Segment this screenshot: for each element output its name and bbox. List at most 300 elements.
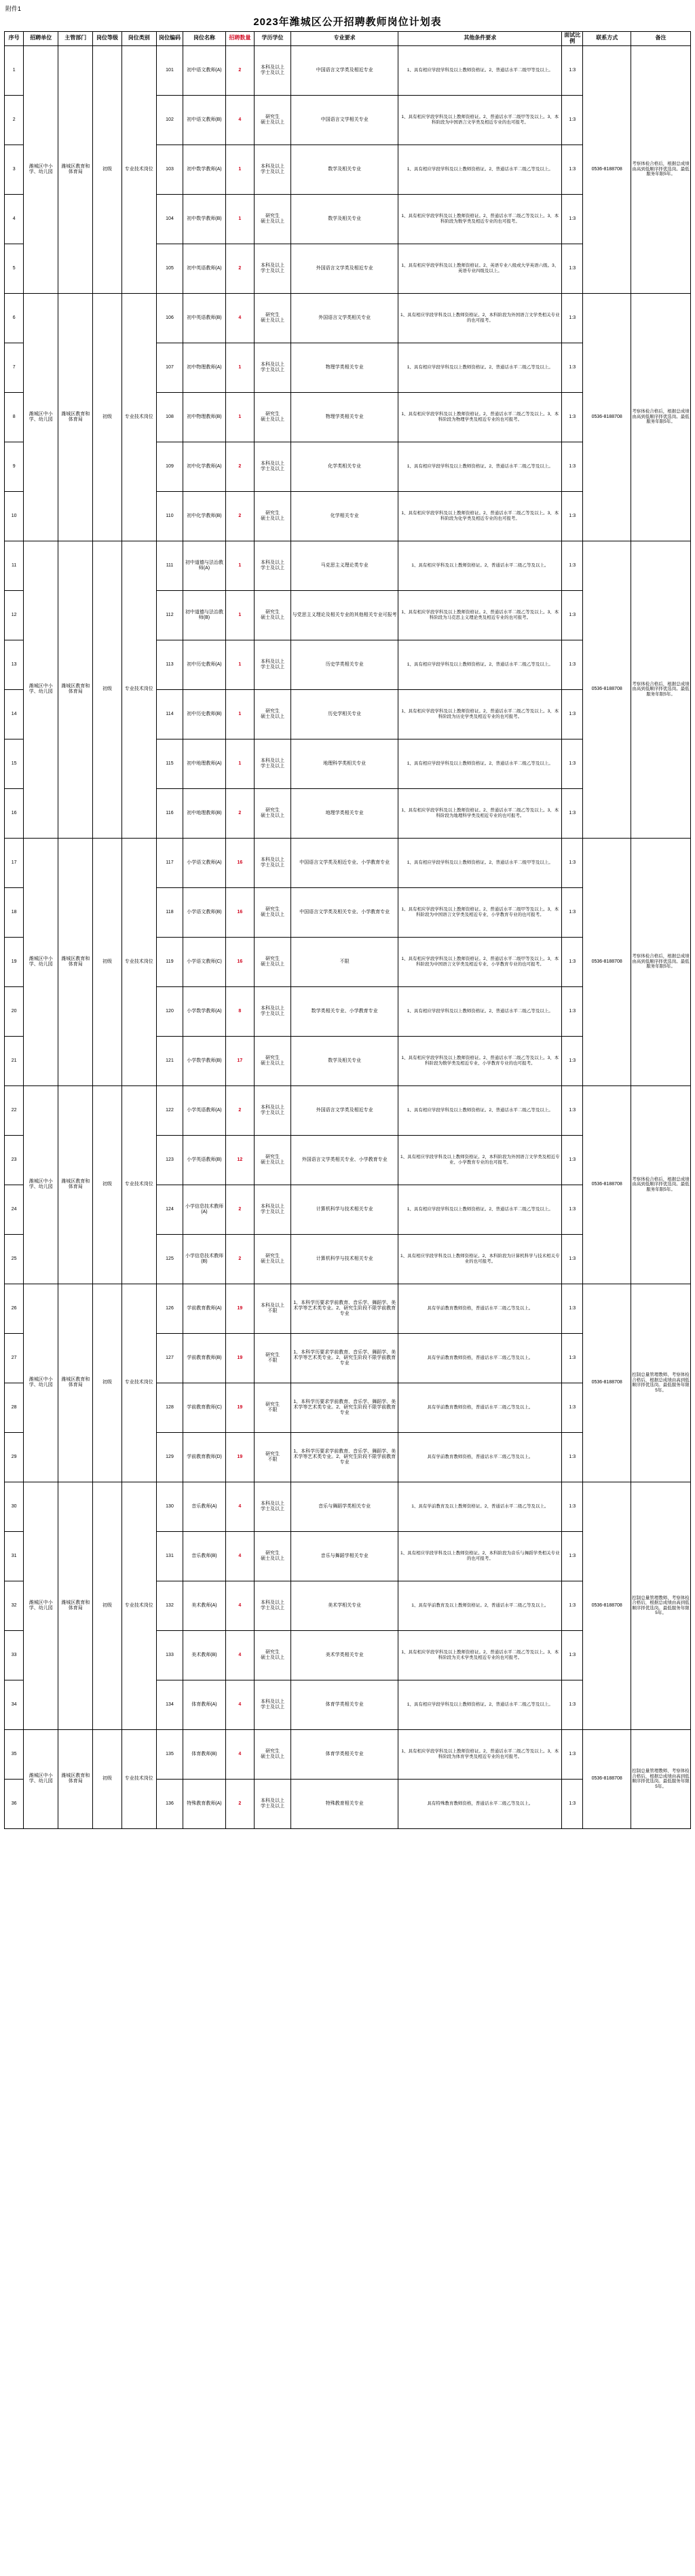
cell-degree: 本科及以上 学士及以上 — [255, 739, 291, 788]
cell-degree: 本科及以上 学士及以上 — [255, 343, 291, 392]
cell-major: 特殊教育相关专业 — [290, 1779, 398, 1828]
cell-remark: 考察体检合格后，根据总成绩由高到低顺序择优选岗。最低服务年限5年。 — [631, 45, 691, 293]
cell-interview-ratio: 1:3 — [562, 788, 583, 838]
cell-interview-ratio: 1:3 — [562, 95, 583, 145]
cell-other-requirements: 具有特殊教育教师资格，普通话水平二级乙等及以上。 — [398, 1779, 562, 1828]
cell-code: 125 — [156, 1234, 183, 1284]
cell-position-name: 音乐教师(B) — [183, 1531, 225, 1581]
col-unit: 招聘单位 — [24, 32, 58, 46]
cell-position-name: 初中道德与法治教师(A) — [183, 541, 225, 590]
cell-degree: 研究生 硕士及以上 — [255, 788, 291, 838]
cell-position-name: 小学语文教师(B) — [183, 887, 225, 937]
cell-interview-ratio: 1:3 — [562, 541, 583, 590]
cell-position-name: 小学信息技术教师(A) — [183, 1185, 225, 1234]
cell-seq: 36 — [5, 1779, 24, 1828]
cell-remark: 考察体检合格后，根据总成绩由高到低顺序择优选岗。最低服务年限5年。 — [631, 541, 691, 838]
cell-seq: 34 — [5, 1680, 24, 1729]
cell-interview-ratio: 1:3 — [562, 937, 583, 986]
cell-major: 音乐与舞蹈学相关专业 — [290, 1531, 398, 1581]
cell-contact: 0536-8188708 — [583, 293, 631, 541]
cell-position-name: 体育教师(B) — [183, 1729, 225, 1779]
cell-number: 4 — [225, 1531, 254, 1581]
cell-major: 外国语言文学类相关专业 — [290, 293, 398, 343]
col-major: 专业要求 — [290, 32, 398, 46]
cell-interview-ratio: 1:3 — [562, 1630, 583, 1680]
cell-seq: 6 — [5, 293, 24, 343]
cell-interview-ratio: 1:3 — [562, 1085, 583, 1135]
cell-degree: 研究生 硕士及以上 — [255, 937, 291, 986]
cell-number: 1 — [225, 590, 254, 640]
cell-interview-ratio: 1:3 — [562, 689, 583, 739]
cell-seq: 20 — [5, 986, 24, 1036]
cell-major: 物理学类相关专业 — [290, 343, 398, 392]
cell-seq: 4 — [5, 194, 24, 244]
cell-seq: 14 — [5, 689, 24, 739]
cell-dept: 潍城区教育和体育局 — [58, 293, 93, 541]
cell-interview-ratio: 1:3 — [562, 145, 583, 194]
cell-degree: 研究生 硕士及以上 — [255, 1531, 291, 1581]
cell-code: 130 — [156, 1482, 183, 1531]
cell-number: 4 — [225, 1680, 254, 1729]
cell-number: 4 — [225, 95, 254, 145]
cell-number: 2 — [225, 1779, 254, 1828]
table-row — [5, 45, 691, 95]
cell-category: 专业技术岗位 — [121, 838, 156, 1085]
cell-code: 127 — [156, 1333, 183, 1383]
cell-degree: 本科及以上 学士及以上 — [255, 1185, 291, 1234]
cell-type: 初级 — [93, 1085, 121, 1284]
cell-code: 105 — [156, 244, 183, 293]
cell-major: 1、本科学历要求学前教育、音乐学、舞蹈学、美术学等艺术类专业。2、研究生阶段不限学前教育专业 — [290, 1432, 398, 1482]
col-contact: 联系方式 — [583, 32, 631, 46]
cell-seq: 30 — [5, 1482, 24, 1531]
cell-major: 计算机科学与技术相关专业 — [290, 1234, 398, 1284]
cell-category: 专业技术岗位 — [121, 1085, 156, 1284]
cell-interview-ratio: 1:3 — [562, 1531, 583, 1581]
cell-seq: 25 — [5, 1234, 24, 1284]
cell-number: 8 — [225, 986, 254, 1036]
table-row — [5, 1284, 691, 1333]
cell-interview-ratio: 1:3 — [562, 293, 583, 343]
cell-interview-ratio: 1:3 — [562, 45, 583, 95]
cell-seq: 35 — [5, 1729, 24, 1779]
cell-degree: 本科及以上 学士及以上 — [255, 541, 291, 590]
cell-code: 118 — [156, 887, 183, 937]
col-type: 岗位等级 — [93, 32, 121, 46]
cell-degree: 本科及以上 学士及以上 — [255, 1680, 291, 1729]
cell-interview-ratio: 1:3 — [562, 244, 583, 293]
cell-seq: 24 — [5, 1185, 24, 1234]
cell-remark: 控制总量管理教师、考察体检合格后，根据总成绩由高到低顺序择优选岗。最低服务年限5年。 — [631, 1482, 691, 1729]
cell-number: 2 — [225, 491, 254, 541]
cell-type: 初级 — [93, 293, 121, 541]
cell-other-requirements: 1、具有相应学段学科及以上教师资格证。2、普通话水平二级乙等及以上。3、本科阶段为地理科学类及相近专业的也可报考。 — [398, 788, 562, 838]
cell-position-name: 初中历史教师(A) — [183, 640, 225, 689]
cell-interview-ratio: 1:3 — [562, 343, 583, 392]
cell-degree: 研究生 硕士及以上 — [255, 689, 291, 739]
cell-type: 初级 — [93, 1482, 121, 1729]
col-num: 招聘数量 — [225, 32, 254, 46]
cell-code: 134 — [156, 1680, 183, 1729]
cell-dept: 潍城区教育和体育局 — [58, 1482, 93, 1729]
cell-other-requirements: 1、具有相应学段学科及以上教师资格证。2、普通话水平二级乙等及以上。3、本科阶段为数学类及相近专业、小学教育专业的也可报考。 — [398, 1036, 562, 1085]
cell-seq: 9 — [5, 442, 24, 491]
cell-dept: 潍城区教育和体育局 — [58, 45, 93, 293]
cell-type: 初级 — [93, 838, 121, 1085]
cell-position-name: 小学数学教师(A) — [183, 986, 225, 1036]
cell-position-name: 小学信息技术教师(B) — [183, 1234, 225, 1284]
cell-interview-ratio: 1:3 — [562, 1284, 583, 1333]
col-cat: 岗位类别 — [121, 32, 156, 46]
cell-degree: 本科及以上 学士及以上 — [255, 1581, 291, 1630]
cell-position-name: 初中数学教师(B) — [183, 194, 225, 244]
cell-number: 4 — [225, 1581, 254, 1630]
cell-number: 17 — [225, 1036, 254, 1085]
cell-dept: 潍城区教育和体育局 — [58, 1284, 93, 1482]
cell-other-requirements: 1、具有相应学段学科及以上教师资格证。2、本科阶段为计算机科学与技术相关专业的也可报考。 — [398, 1234, 562, 1284]
col-seq: 序号 — [5, 32, 24, 46]
cell-position-name: 美术教师(A) — [183, 1581, 225, 1630]
cell-unit: 潍城区中小学、幼儿园 — [24, 293, 58, 541]
cell-degree: 本科及以上 学士及以上 — [255, 1779, 291, 1828]
cell-number: 2 — [225, 1085, 254, 1135]
cell-remark: 考察体检合格后，根据总成绩由高到低顺序择优选岗。最低服务年限5年。 — [631, 838, 691, 1085]
cell-contact: 0536-8188708 — [583, 541, 631, 838]
cell-other-requirements: 1、具有相应学段学科及以上教师资格证。2、普通话水平二级乙等及以上。 — [398, 1680, 562, 1729]
cell-category: 专业技术岗位 — [121, 541, 156, 838]
cell-position-name: 初中英语教师(B) — [183, 293, 225, 343]
col-dept: 主管部门 — [58, 32, 93, 46]
cell-number: 4 — [225, 1630, 254, 1680]
cell-major: 数学及相关专业 — [290, 145, 398, 194]
cell-major: 与党思主义理论及相关专业的其他相关专业可报考 — [290, 590, 398, 640]
col-deg: 学历学位 — [255, 32, 291, 46]
cell-position-name: 初中语文教师(B) — [183, 95, 225, 145]
cell-major: 美术学类相关专业 — [290, 1630, 398, 1680]
cell-major: 马克思主义理论类专业 — [290, 541, 398, 590]
cell-degree: 研究生 硕士及以上 — [255, 1234, 291, 1284]
cell-code: 116 — [156, 788, 183, 838]
cell-degree: 本科及以上 不限 — [255, 1284, 291, 1333]
cell-category: 专业技术岗位 — [121, 293, 156, 541]
cell-degree: 研究生 不限 — [255, 1333, 291, 1383]
cell-seq: 17 — [5, 838, 24, 887]
cell-number: 1 — [225, 343, 254, 392]
cell-seq: 7 — [5, 343, 24, 392]
cell-other-requirements: 1、具有相应学段学科及以上教师资格证。2、普通话水平二级乙等及以上。3、本科阶段为数学类及相近专业的也可报考。 — [398, 194, 562, 244]
cell-interview-ratio: 1:3 — [562, 1135, 583, 1185]
cell-code: 129 — [156, 1432, 183, 1482]
cell-number: 1 — [225, 392, 254, 442]
cell-unit: 潍城区中小学、幼儿园 — [24, 1482, 58, 1729]
cell-major: 计算机科学与技术相关专业 — [290, 1185, 398, 1234]
table-header-row — [5, 32, 691, 46]
cell-other-requirements: 1、具有相应学段学科及以上教师资格证。2、普通话水平二级乙等及以上。 — [398, 442, 562, 491]
cell-other-requirements: 1、具有相应学段学科及以上教师资格证。2、普通话水平二级乙等及以上。3、本科阶段为体育学类及相近专业的也可报考。 — [398, 1729, 562, 1779]
cell-degree: 本科及以上 学士及以上 — [255, 244, 291, 293]
cell-code: 119 — [156, 937, 183, 986]
cell-interview-ratio: 1:3 — [562, 838, 583, 887]
cell-category: 专业技术岗位 — [121, 1482, 156, 1729]
cell-code: 113 — [156, 640, 183, 689]
cell-position-name: 学前教育教师(B) — [183, 1333, 225, 1383]
cell-interview-ratio: 1:3 — [562, 640, 583, 689]
cell-code: 111 — [156, 541, 183, 590]
cell-major: 外国语言文学类相关专业、小学教育专业 — [290, 1135, 398, 1185]
cell-number: 19 — [225, 1284, 254, 1333]
cell-degree: 研究生 硕士及以上 — [255, 491, 291, 541]
cell-code: 112 — [156, 590, 183, 640]
cell-seq: 16 — [5, 788, 24, 838]
cell-position-name: 初中化学教师(B) — [183, 491, 225, 541]
cell-interview-ratio: 1:3 — [562, 1680, 583, 1729]
cell-major: 1、本科学历要求学前教育、音乐学、舞蹈学、美术学等艺术类专业。2、研究生阶段不限学前教育专业 — [290, 1284, 398, 1333]
cell-contact: 0536-8188708 — [583, 838, 631, 1085]
cell-seq: 26 — [5, 1284, 24, 1333]
cell-position-name: 学前教育教师(A) — [183, 1284, 225, 1333]
cell-code: 107 — [156, 343, 183, 392]
cell-major: 体育学类相关专业 — [290, 1680, 398, 1729]
cell-code: 128 — [156, 1383, 183, 1432]
cell-major: 数学类相关专业、小学教育专业 — [290, 986, 398, 1036]
cell-degree: 本科及以上 学士及以上 — [255, 986, 291, 1036]
cell-number: 16 — [225, 838, 254, 887]
cell-number: 4 — [225, 1482, 254, 1531]
cell-seq: 1 — [5, 45, 24, 95]
cell-number: 1 — [225, 640, 254, 689]
cell-degree: 研究生 不限 — [255, 1432, 291, 1482]
col-ratio: 面试比例 — [562, 32, 583, 46]
cell-interview-ratio: 1:3 — [562, 739, 583, 788]
cell-interview-ratio: 1:3 — [562, 1581, 583, 1630]
cell-other-requirements: 1、具有相应学段学科及以上教师资格证。2、普通话水平二级乙等及以上。 — [398, 1185, 562, 1234]
cell-remark: 控制总量管理教师、考察体检合格后，根据总成绩由高到低顺序择优选岗。最低服务年限5年。 — [631, 1729, 691, 1828]
cell-unit: 潍城区中小学、幼儿园 — [24, 1284, 58, 1482]
cell-code: 108 — [156, 392, 183, 442]
cell-remark: 考察体检合格后，根据总成绩由高到低顺序择优选岗。最低服务年限5年。 — [631, 1085, 691, 1284]
cell-other-requirements: 1、具有相应学段学科及以上教师资格证。2、普通话水平二级乙等及以上。3、本科阶段为历史学类及相近专业的也可报考。 — [398, 689, 562, 739]
cell-major: 数学及相关专业 — [290, 194, 398, 244]
cell-position-name: 小学数学教师(B) — [183, 1036, 225, 1085]
cell-dept: 潍城区教育和体育局 — [58, 541, 93, 838]
cell-position-name: 体育教师(A) — [183, 1680, 225, 1729]
cell-seq: 2 — [5, 95, 24, 145]
cell-degree: 本科及以上 学士及以上 — [255, 45, 291, 95]
cell-number: 12 — [225, 1135, 254, 1185]
cell-seq: 33 — [5, 1630, 24, 1680]
cell-code: 135 — [156, 1729, 183, 1779]
cell-position-name: 初中语文教师(A) — [183, 45, 225, 95]
cell-degree: 研究生 硕士及以上 — [255, 293, 291, 343]
col-name: 岗位名称 — [183, 32, 225, 46]
cell-other-requirements: 1、具有相应学段学科及以上教师资格证。2、普通话水平二级乙等及以上。 — [398, 1085, 562, 1135]
cell-code: 123 — [156, 1135, 183, 1185]
col-other: 其他条件要求 — [398, 32, 562, 46]
cell-seq: 28 — [5, 1383, 24, 1432]
cell-number: 4 — [225, 293, 254, 343]
cell-other-requirements: 1、具有相应学段学科及以上教师资格证。2、普通话水平二级甲等及以上。 — [398, 45, 562, 95]
cell-position-name: 初中英语教师(A) — [183, 244, 225, 293]
cell-interview-ratio: 1:3 — [562, 194, 583, 244]
cell-major: 不限 — [290, 937, 398, 986]
cell-seq: 5 — [5, 244, 24, 293]
table-row — [5, 1085, 691, 1135]
cell-dept: 潍城区教育和体育局 — [58, 1729, 93, 1828]
cell-code: 106 — [156, 293, 183, 343]
cell-major: 历史学类相关专业 — [290, 640, 398, 689]
cell-number: 2 — [225, 1185, 254, 1234]
cell-other-requirements: 1、具有相应学段学科及以上教师资格证。2、普通话水平二级乙等及以上。 — [398, 640, 562, 689]
cell-unit: 潍城区中小学、幼儿园 — [24, 45, 58, 293]
cell-degree: 研究生 硕士及以上 — [255, 1729, 291, 1779]
cell-interview-ratio: 1:3 — [562, 1779, 583, 1828]
cell-code: 103 — [156, 145, 183, 194]
cell-other-requirements: 1、具有学前教育及以上教师资格证。2、普通话水平二级乙等及以上。 — [398, 1482, 562, 1531]
page-title: 2023年潍城区公开招聘教师岗位计划表 — [253, 16, 442, 28]
cell-other-requirements: 1、具有相应学段学科及以上教师资格证。2、普通话水平二级乙等及以上。 — [398, 986, 562, 1036]
cell-degree: 本科及以上 学士及以上 — [255, 1085, 291, 1135]
cell-number: 16 — [225, 887, 254, 937]
cell-degree: 研究生 硕士及以上 — [255, 887, 291, 937]
cell-position-name: 学前教育教师(C) — [183, 1383, 225, 1432]
col-code: 岗位编码 — [156, 32, 183, 46]
cell-other-requirements: 1、具有相应学段学科及以上教师资格证。2、普通话水平二级乙等及以上。3、本科阶段为化学类及相近专业的也可报考。 — [398, 491, 562, 541]
cell-interview-ratio: 1:3 — [562, 590, 583, 640]
cell-degree: 本科及以上 学士及以上 — [255, 145, 291, 194]
cell-number: 1 — [225, 145, 254, 194]
cell-seq: 27 — [5, 1333, 24, 1383]
cell-position-name: 小学语文教师(C) — [183, 937, 225, 986]
cell-other-requirements: 1、具有相应学段学科及以上教师资格证。2、普通话水平二级甲等及以上。3、本科阶段为中国语言文学类及相近专业、小学教育专业的也可报考。 — [398, 887, 562, 937]
cell-degree: 研究生 不限 — [255, 1383, 291, 1432]
cell-interview-ratio: 1:3 — [562, 1185, 583, 1234]
cell-major: 体育学类相关专业 — [290, 1729, 398, 1779]
cell-code: 104 — [156, 194, 183, 244]
cell-dept: 潍城区教育和体育局 — [58, 838, 93, 1085]
cell-major: 数学及相关专业 — [290, 1036, 398, 1085]
cell-other-requirements: 1、具有相应学段学科及以上教师资格证。2、本科阶段为音乐与舞蹈学类相关专业的也可报考。 — [398, 1531, 562, 1581]
cell-major: 中国语言文学类及相近专业、小学教育专业 — [290, 838, 398, 887]
cell-contact: 0536-8188708 — [583, 1284, 631, 1482]
cell-number: 19 — [225, 1333, 254, 1383]
cell-position-name: 初中道德与法治教师(B) — [183, 590, 225, 640]
cell-code: 132 — [156, 1581, 183, 1630]
cell-number: 2 — [225, 244, 254, 293]
cell-major: 物理学类相关专业 — [290, 392, 398, 442]
cell-category: 专业技术岗位 — [121, 1284, 156, 1482]
cell-degree: 研究生 硕士及以上 — [255, 194, 291, 244]
cell-degree: 本科及以上 学士及以上 — [255, 442, 291, 491]
cell-code: 133 — [156, 1630, 183, 1680]
cell-major: 中国语言文学相关专业 — [290, 95, 398, 145]
cell-position-name: 初中地理教师(A) — [183, 739, 225, 788]
cell-code: 114 — [156, 689, 183, 739]
cell-unit: 潍城区中小学、幼儿园 — [24, 541, 58, 838]
cell-code: 120 — [156, 986, 183, 1036]
cell-number: 16 — [225, 937, 254, 986]
cell-degree: 本科及以上 学士及以上 — [255, 640, 291, 689]
cell-degree: 研究生 硕士及以上 — [255, 95, 291, 145]
cell-number: 1 — [225, 739, 254, 788]
cell-number: 2 — [225, 788, 254, 838]
cell-contact: 0536-8188708 — [583, 1482, 631, 1729]
cell-interview-ratio: 1:3 — [562, 491, 583, 541]
cell-major: 音乐与舞蹈学类相关专业 — [290, 1482, 398, 1531]
cell-seq: 8 — [5, 392, 24, 442]
cell-seq: 31 — [5, 1531, 24, 1581]
cell-major: 外国语言文学类及相近专业 — [290, 244, 398, 293]
cell-other-requirements: 具有学前教育教师资格，普通话水平二级乙等及以上。 — [398, 1284, 562, 1333]
cell-interview-ratio: 1:3 — [562, 1234, 583, 1284]
cell-major: 美术学相关专业 — [290, 1581, 398, 1630]
cell-code: 126 — [156, 1284, 183, 1333]
cell-position-name: 小学英语教师(B) — [183, 1135, 225, 1185]
cell-degree: 研究生 硕士及以上 — [255, 392, 291, 442]
cell-contact: 0536-8188708 — [583, 45, 631, 293]
cell-other-requirements: 1、具有相应学段学科及以上教师资格证。2、普通话水平二级乙等及以上。3、本科阶段为美术学类及相近专业的也可报考。 — [398, 1630, 562, 1680]
table-row — [5, 1482, 691, 1531]
cell-degree: 本科及以上 学士及以上 — [255, 1482, 291, 1531]
cell-seq: 3 — [5, 145, 24, 194]
cell-contact: 0536-8188708 — [583, 1085, 631, 1284]
cell-interview-ratio: 1:3 — [562, 1383, 583, 1432]
cell-position-name: 初中物理教师(B) — [183, 392, 225, 442]
cell-seq: 12 — [5, 590, 24, 640]
cell-code: 124 — [156, 1185, 183, 1234]
cell-position-name: 初中物理教师(A) — [183, 343, 225, 392]
cell-position-name: 初中化学教师(A) — [183, 442, 225, 491]
cell-degree: 研究生 硕士及以上 — [255, 1036, 291, 1085]
cell-interview-ratio: 1:3 — [562, 442, 583, 491]
cell-position-name: 初中历史教师(B) — [183, 689, 225, 739]
cell-major: 化学类相关专业 — [290, 442, 398, 491]
cell-code: 121 — [156, 1036, 183, 1085]
cell-seq: 15 — [5, 739, 24, 788]
cell-other-requirements: 1、具有相应学科及以上教师资格证。2、普通话水平二级乙等及以上。 — [398, 541, 562, 590]
cell-dept: 潍城区教育和体育局 — [58, 1085, 93, 1284]
cell-other-requirements: 1、具有相应学段学科及以上教师资格证。2、英语专业八级或大学英语六级。3、英语专业四级及以上。 — [398, 244, 562, 293]
cell-interview-ratio: 1:3 — [562, 887, 583, 937]
cell-category: 专业技术岗位 — [121, 45, 156, 293]
cell-number: 1 — [225, 194, 254, 244]
cell-unit: 潍城区中小学、幼儿园 — [24, 838, 58, 1085]
cell-position-name: 美术教师(B) — [183, 1630, 225, 1680]
cell-position-name: 学前教育教师(D) — [183, 1432, 225, 1482]
cell-interview-ratio: 1:3 — [562, 1333, 583, 1383]
cell-other-requirements: 1、具有相应学段学科及以上教师资格证。2、本科阶段为外国语言文学类相关专业的也可报考。 — [398, 293, 562, 343]
cell-code: 102 — [156, 95, 183, 145]
cell-unit: 潍城区中小学、幼儿园 — [24, 1729, 58, 1828]
cell-position-name: 音乐教师(A) — [183, 1482, 225, 1531]
cell-other-requirements: 具有学前教育教师资格，普通话水平二级乙等及以上。 — [398, 1432, 562, 1482]
cell-other-requirements: 1、具有相应学段学科及以上教师资格证。2、普通话水平二级甲等及以上。 — [398, 838, 562, 887]
cell-degree: 研究生 硕士及以上 — [255, 1630, 291, 1680]
cell-position-name: 小学英语教师(A) — [183, 1085, 225, 1135]
cell-number: 2 — [225, 45, 254, 95]
cell-code: 117 — [156, 838, 183, 887]
cell-unit: 潍城区中小学、幼儿园 — [24, 1085, 58, 1284]
cell-other-requirements: 1、具有相应学段学科及以上教师资格证。2、普通话水平二级乙等及以上。3、本科阶段为物理学类及相近专业的也可报考。 — [398, 392, 562, 442]
cell-code: 115 — [156, 739, 183, 788]
cell-code: 131 — [156, 1531, 183, 1581]
cell-category: 专业技术岗位 — [121, 1729, 156, 1828]
table-row — [5, 293, 691, 343]
cell-contact: 0536-8188708 — [583, 1729, 631, 1828]
cell-seq: 29 — [5, 1432, 24, 1482]
cell-major: 1、本科学历要求学前教育、音乐学、舞蹈学、美术学等艺术类专业。2、研究生阶段不限学前教育专业 — [290, 1333, 398, 1383]
cell-number: 19 — [225, 1432, 254, 1482]
cell-interview-ratio: 1:3 — [562, 392, 583, 442]
